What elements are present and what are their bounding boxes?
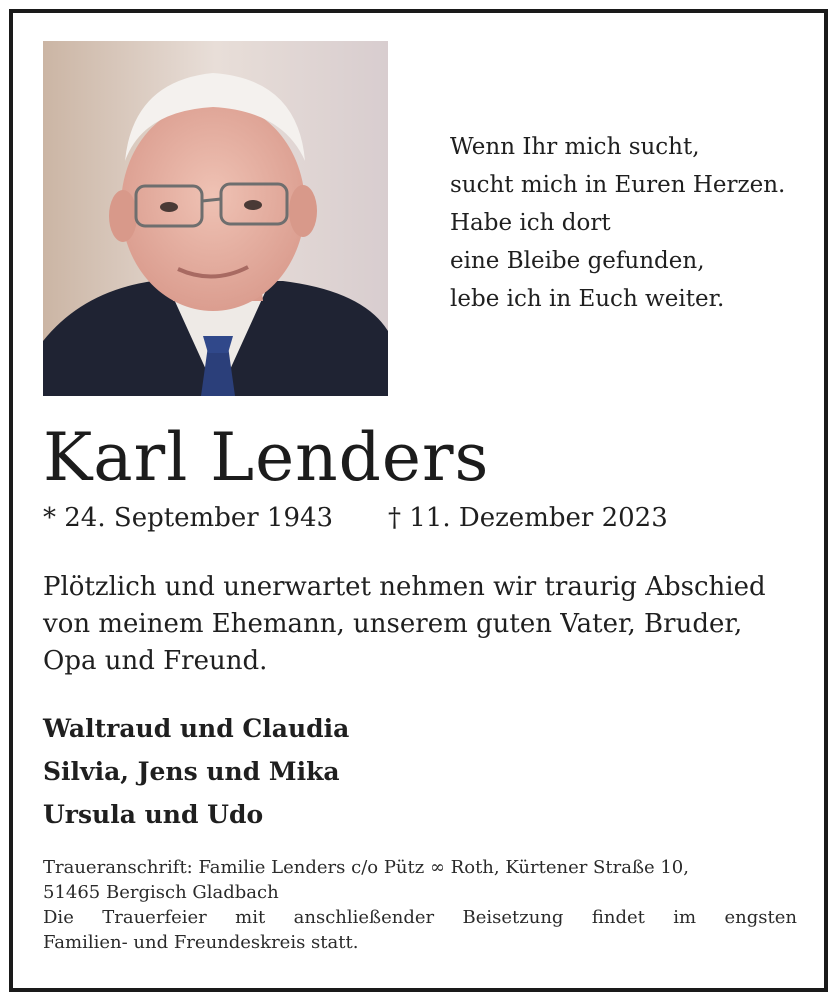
footer-notice (43, 855, 797, 955)
mourner-entry: Waltraud und Claudia (43, 714, 350, 743)
portrait-photo (43, 41, 388, 396)
deceased-name: Karl Lenders (43, 419, 490, 496)
poem-line: eine Bleibe gefunden, (450, 248, 705, 274)
message-line: von meinem Ehemann, unserem guten Vater, Bruder, (43, 609, 743, 639)
poem-line: sucht mich in Euren Herzen. (450, 172, 786, 198)
poem-line: lebe ich in Euch weiter. (450, 286, 725, 312)
poem-line: Wenn Ihr mich sucht, (450, 134, 700, 160)
mourner-entry: Silvia, Jens und Mika (43, 757, 340, 786)
poem (450, 128, 790, 318)
message-line: Plötzlich und unerwartet nehmen wir traurig Abschied (43, 572, 766, 602)
mourner-entry: Ursula und Udo (43, 800, 264, 829)
birth-date: * 24. September 1943 (43, 503, 334, 533)
ceremony-line: Familien- und Freundeskreis statt. (43, 932, 359, 953)
poem-line: Habe ich dort (450, 210, 611, 236)
mourners-list (43, 707, 349, 836)
death-date: † 11. Dezember 2023 (388, 503, 668, 533)
life-dates (43, 500, 803, 536)
ceremony-line: Die Trauerfeier mit anschließender Beisetzung findet im engsten (43, 907, 797, 928)
address-line: Traueranschrift: Familie Lenders c/o Pütz ∞ Roth, Kürtener Straße 10, (43, 857, 689, 878)
message-line: Opa und Freund. (43, 646, 268, 676)
farewell-message (43, 569, 813, 680)
address-line: 51465 Bergisch Gladbach (43, 882, 279, 903)
